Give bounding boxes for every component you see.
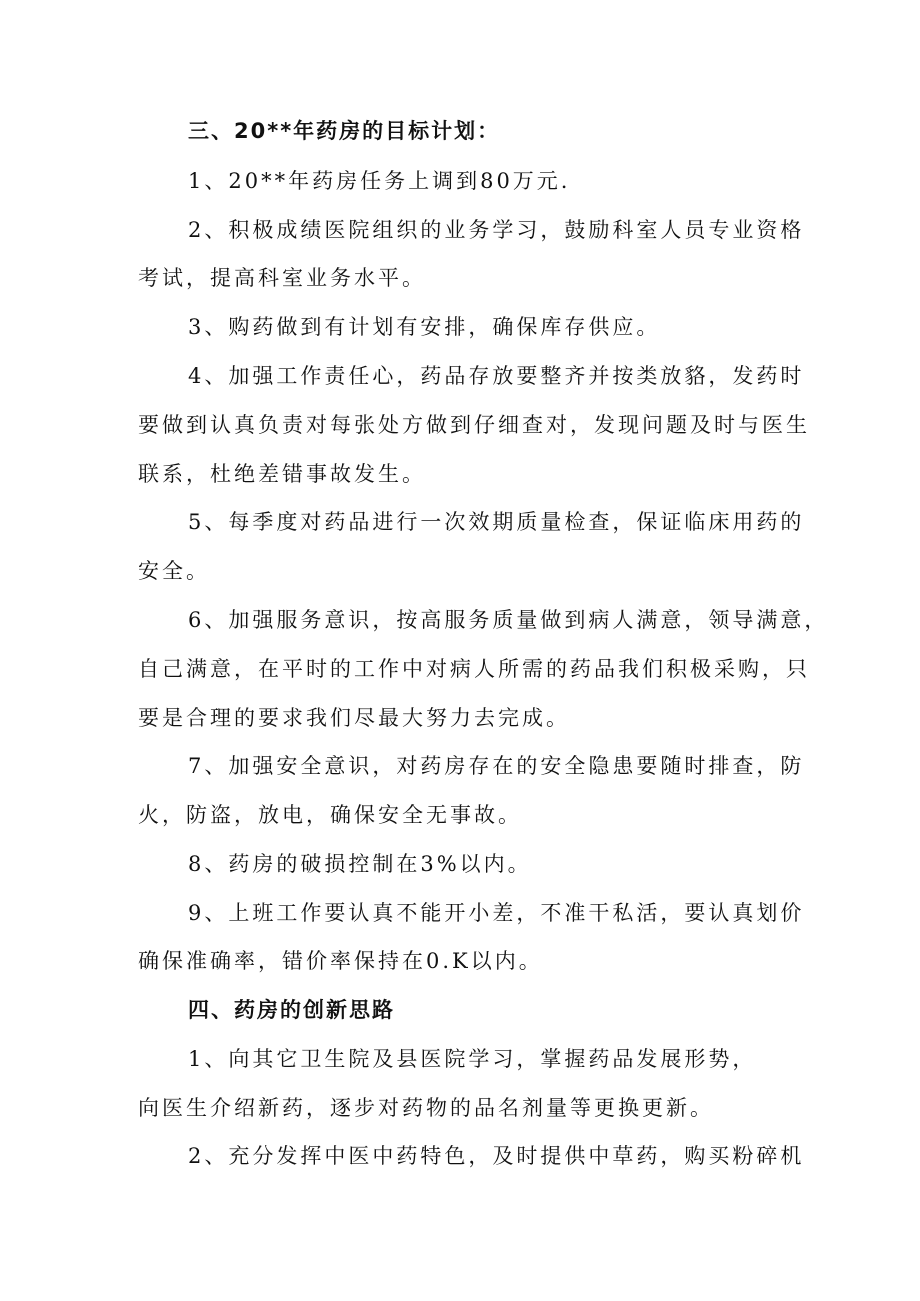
item-3-2-line2: 考试，提高科室业务水平。	[138, 266, 426, 290]
item-3-9-line1: 9、上班工作要认真不能开小差，不准干私活，要认真划价	[188, 901, 805, 925]
item-3-6-line2: 自己满意，在平时的工作中对病人所需的药品我们积极采购，只	[138, 657, 810, 681]
item-3-9-line2: 确保准确率，错价率保持在0.K以内。	[138, 949, 543, 973]
item-3-8: 8、药房的破损控制在3%以内。	[188, 852, 532, 876]
item-3-3: 3、购药做到有计划有安排，确保库存供应。	[188, 315, 661, 339]
item-3-5-line2: 安全。	[138, 559, 210, 583]
section-3-heading: 三、20**年药房的目标计划：	[188, 119, 501, 143]
section-4-heading: 四、药房的创新思路	[188, 998, 395, 1022]
item-4-2-line1: 2、充分发挥中医中药特色，及时提供中草药，购买粉碎机	[188, 1144, 805, 1168]
item-3-5-line1: 5、每季度对药品进行一次效期质量检查，保证临床用药的	[188, 510, 805, 534]
item-3-4-line3: 联系，杜绝差错事故发生。	[138, 462, 426, 486]
item-3-6-line3: 要是合理的要求我们尽最大努力去完成。	[138, 706, 570, 730]
item-4-1-line2: 向医生介绍新药，逐步对药物的品名剂量等更换更新。	[138, 1096, 714, 1120]
item-3-6-line1: 6、加强服务意识，按高服务质量做到病人满意，领导满意，	[188, 608, 829, 632]
item-3-4-line2: 要做到认真负责对每张处方做到仔细查对，发现问题及时与医生	[138, 413, 810, 437]
item-3-4-line1: 4、加强工作责任心，药品存放要整齐并按类放貉，发药时	[188, 364, 805, 388]
item-4-1-line1: 1、向其它卫生院及县医院学习，掌握药品发展形势，	[188, 1047, 757, 1071]
item-3-1: 1、20**年药房任务上调到80万元.	[188, 169, 571, 193]
item-3-7-line1: 7、加强安全意识，对药房存在的安全隐患要随时排查，防	[188, 754, 805, 778]
item-3-7-line2: 火，防盗，放电，确保安全无事故。	[138, 803, 522, 827]
item-3-2-line1: 2、积极成绩医院组织的业务学习，鼓励科室人员专业资格	[188, 218, 805, 242]
